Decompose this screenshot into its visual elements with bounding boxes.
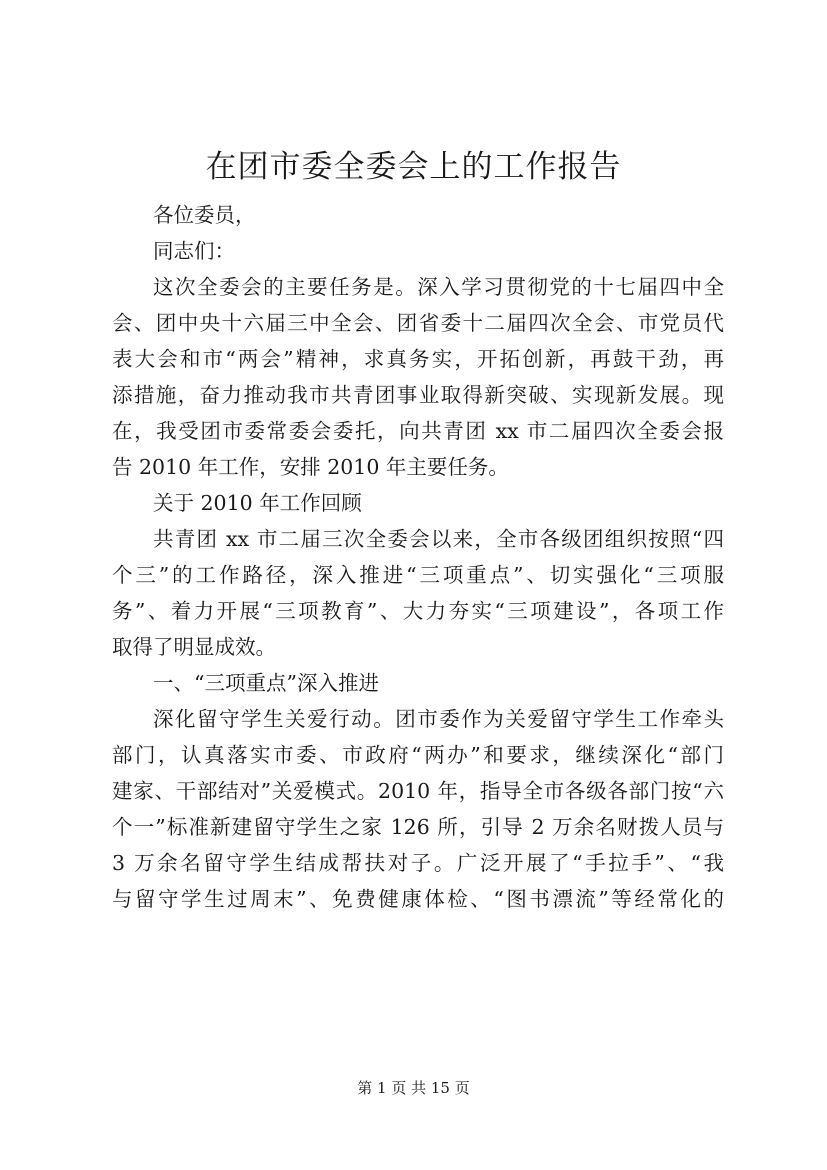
text-line: 会、团中央十六届三中全会、团省委十二届四次全会、市党员代	[112, 311, 724, 335]
text-line: 添措施，奋力推动我市共青团事业取得新突破、实现新发展。现	[112, 383, 724, 407]
text-line: 在，我受团市委常委会委托，向共青团 xx 市二届四次全委会报	[112, 419, 724, 443]
page-footer: 第 1 页 共 15 页	[357, 1079, 470, 1097]
text-line: 关于 2010 年工作回顾	[153, 491, 362, 515]
text-line: 取得了明显成效。	[112, 635, 276, 659]
text-line: 个三”的工作路径，深入推进“三项重点”、切实强化“三项服	[112, 563, 724, 587]
document-title: 在团市委全委会上的工作报告	[205, 149, 622, 185]
text-line: 表大会和市“两会”精神，求真务实，开拓创新，再鼓干劲，再	[112, 347, 724, 371]
text-line: 个一”标准新建留守学生之家 126 所，引导 2 万余名财拨人员与	[112, 815, 724, 839]
text-line: 告 2010 年工作，安排 2010 年主要任务。	[112, 455, 509, 479]
text-line: 建家、干部结对”关爱模式。2010 年，指导全市各级各部门按“六	[112, 779, 724, 803]
text-line: 务”、着力开展“三项教育”、大力夯实“三项建设”，各项工作	[112, 599, 724, 623]
text-line: 3 万余名留守学生结成帮扶对子。广泛开展了“手拉手”、“我	[112, 851, 724, 875]
text-line: 部门，认真落实市委、市政府“两办”和要求，继续深化“部门	[112, 743, 724, 767]
text-line: 各位委员，	[153, 203, 256, 227]
text-line: 深化留守学生关爱行动。团市委作为关爱留守学生工作牵头	[153, 707, 724, 731]
text-line: 一、“三项重点”深入推进	[153, 671, 379, 695]
text-line: 同志们：	[153, 239, 235, 263]
document-body	[112, 197, 724, 917]
text-line: 这次全委会的主要任务是。深入学习贯彻党的十七届四中全	[153, 275, 724, 299]
text-line: 与留守学生过周末”、免费健康体检、“图书漂流”等经常化的	[112, 887, 724, 911]
text-line: 共青团 xx 市二届三次全委会以来，全市各级团组织按照“四	[153, 527, 724, 551]
